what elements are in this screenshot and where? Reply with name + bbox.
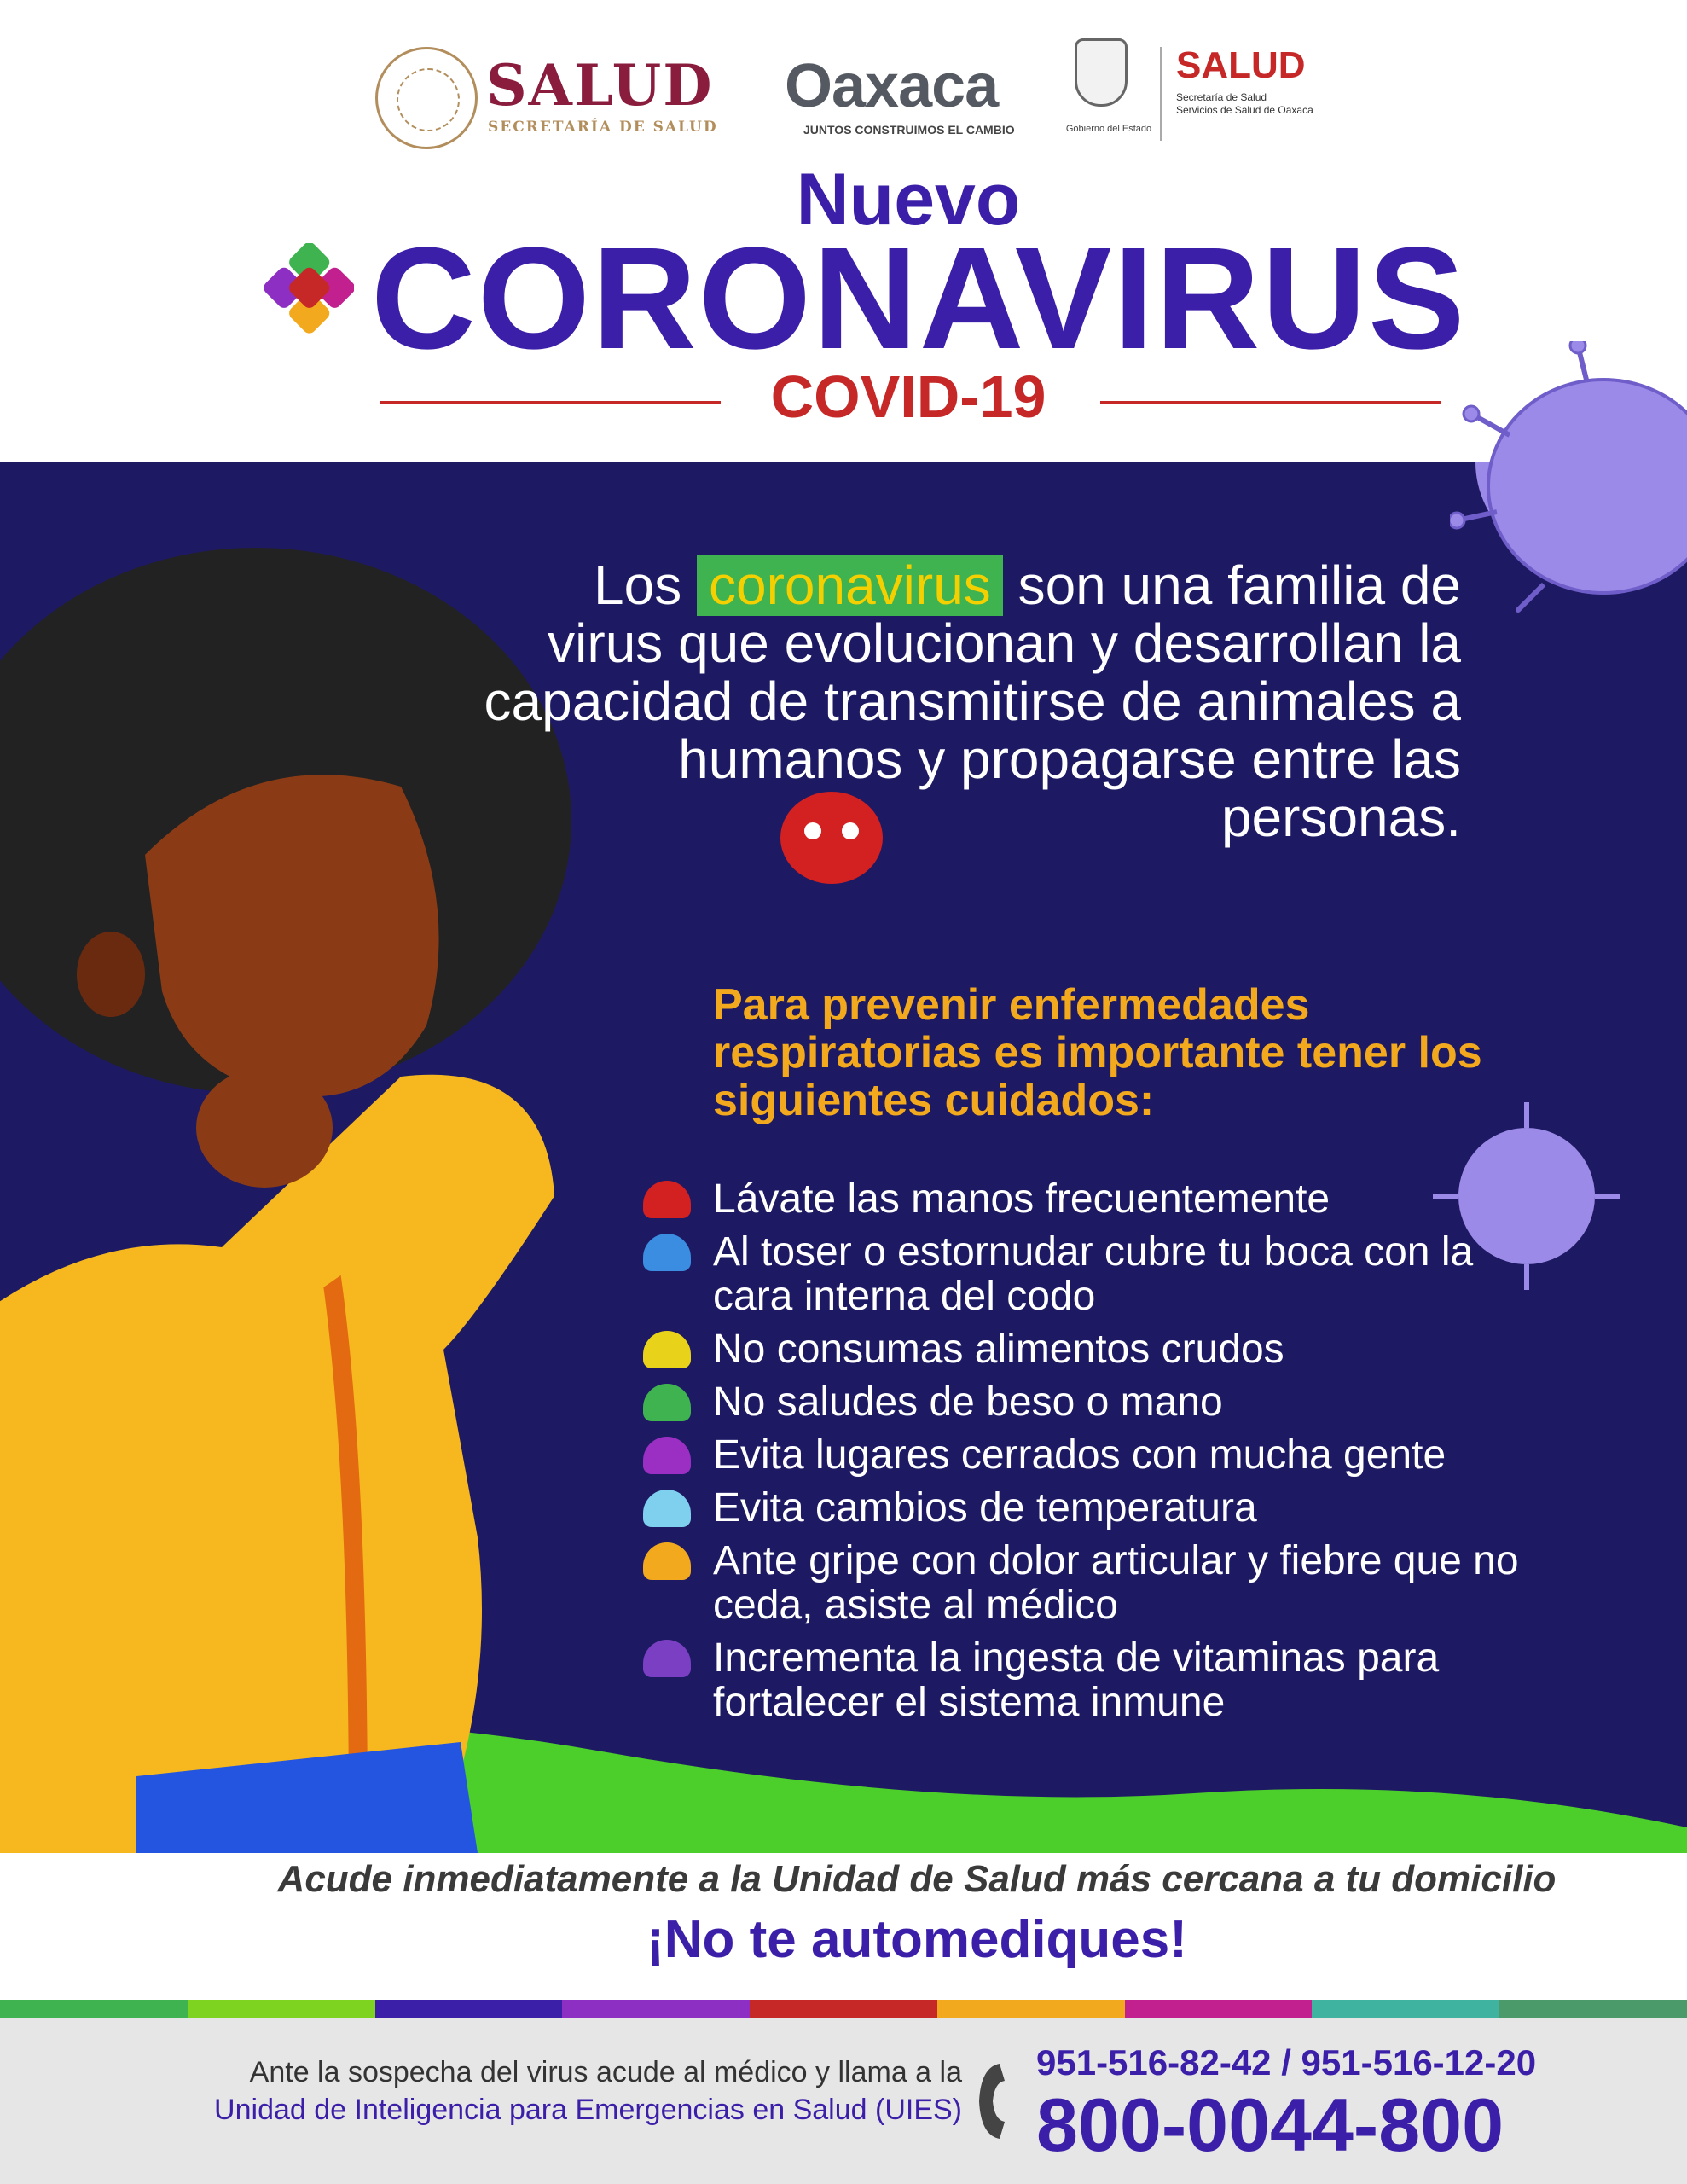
salud-logo-subtitle: SECRETARÍA DE SALUD	[488, 119, 718, 136]
tip-item	[631, 1380, 1552, 1425]
intro-highlight: coronavirus	[697, 555, 1003, 616]
lightblue-virus-icon	[643, 1490, 691, 1527]
stripe-segment	[188, 2000, 375, 2018]
stripe-segment	[1312, 2000, 1499, 2018]
tip-item	[631, 1539, 1552, 1628]
phone-icon	[974, 2060, 1013, 2142]
stripe-segment	[375, 2000, 563, 2018]
stripe-segment	[1125, 2000, 1313, 2018]
color-stripe	[0, 2000, 1687, 2018]
oaxaca-logo	[785, 51, 1058, 145]
tip-item	[631, 1636, 1552, 1725]
title-rule-right	[1100, 401, 1441, 404]
call-to-action: Acude inmediatamente a la Unidad de Salud más cercana a tu domicilio	[277, 1858, 1557, 1900]
intro-post: son una familia de virus que evolucionan y desarrollan la capacidad de transmitirse de animales a humanos y propagarse entre las personas.	[484, 555, 1461, 848]
red-virus-icon	[643, 1181, 691, 1218]
gobierno-estado-logo	[1058, 38, 1160, 141]
stripe-segment	[937, 2000, 1125, 2018]
footer-line-2: Unidad de Inteligencia para Emergencias en Salud (UIES)	[214, 2094, 962, 2126]
tips-list	[631, 1177, 1552, 1734]
salud-mexico-logo	[375, 47, 733, 149]
stripe-segment	[1499, 2000, 1687, 2018]
salud-oaxaca-sub1: Secretaría de Salud	[1176, 91, 1267, 103]
stripe-segment	[562, 2000, 750, 2018]
tip-text: Evita lugares cerrados con mucha gente	[713, 1432, 1446, 1478]
salud-oaxaca-word: SALUD	[1176, 44, 1306, 86]
no-self-medicate: ¡No te automediques!	[646, 1910, 1187, 1969]
tip-item	[631, 1486, 1552, 1531]
yellow-virus-icon	[643, 1331, 691, 1368]
title-nuevo: Nuevo	[796, 159, 1021, 241]
intro-paragraph	[480, 556, 1461, 846]
title-covid19: COVID-19	[770, 363, 1046, 430]
salud-logo-word: SALUD	[486, 52, 714, 119]
purple-virus-icon	[643, 1437, 691, 1474]
footer-line-1: Ante la sospecha del virus acude al médico y llama a la	[249, 2056, 962, 2088]
mexico-seal-icon	[375, 47, 478, 149]
tip-text: No consumas alimentos crudos	[713, 1327, 1284, 1372]
tip-text: Incrementa la ingesta de vitaminas para fortalecer el sistema inmune	[713, 1635, 1440, 1725]
stripe-segment	[0, 2000, 188, 2018]
tip-text: Lávate las manos frecuentemente	[713, 1176, 1330, 1222]
intro-pre: Los	[594, 555, 682, 616]
tip-item	[631, 1433, 1552, 1478]
tip-text: Al toser o estornudar cubre tu boca con la cara interna del codo	[713, 1229, 1474, 1319]
tip-item	[631, 1177, 1552, 1222]
salud-oaxaca-logo	[1160, 44, 1347, 141]
title-coronavirus: CORONAVIRUS	[371, 218, 1467, 380]
tip-text: No saludes de beso o mano	[713, 1380, 1223, 1425]
phone-local[interactable]: 951-516-82-42 / 951-516-12-20	[1036, 2042, 1537, 2082]
oaxaca-logo-word: Oaxaca	[785, 52, 999, 120]
purple-virus-icon	[1450, 341, 1687, 614]
prevention-heading: Para prevenir enfermedades respiratorias es importante tener los siguientes cuidados:	[713, 980, 1482, 1125]
phone-tollfree[interactable]: 800-0044-800	[1036, 2082, 1504, 2167]
tip-item	[631, 1327, 1552, 1372]
tip-text: Ante gripe con dolor articular y fiebre que no ceda, asiste al médico	[713, 1538, 1519, 1628]
gobierno-label: Gobierno del Estado	[1065, 124, 1152, 134]
colorful-cross-logo-icon	[235, 243, 354, 363]
violet-virus-icon	[643, 1640, 691, 1677]
green-virus-icon	[643, 1384, 691, 1421]
footer-text	[109, 2053, 962, 2129]
oaxaca-logo-tagline: JUNTOS CONSTRUIMOS EL CAMBIO	[803, 123, 1015, 136]
tip-item	[631, 1230, 1552, 1319]
phone-numbers	[1036, 2042, 1667, 2166]
fist	[196, 1068, 333, 1188]
salud-oaxaca-sub2: Servicios de Salud de Oaxaca	[1176, 104, 1313, 116]
orange-virus-icon	[643, 1542, 691, 1580]
state-shield-icon	[1075, 38, 1128, 107]
blue-virus-icon	[643, 1234, 691, 1271]
tip-text: Evita cambios de temperatura	[713, 1485, 1257, 1531]
stripe-segment	[750, 2000, 937, 2018]
